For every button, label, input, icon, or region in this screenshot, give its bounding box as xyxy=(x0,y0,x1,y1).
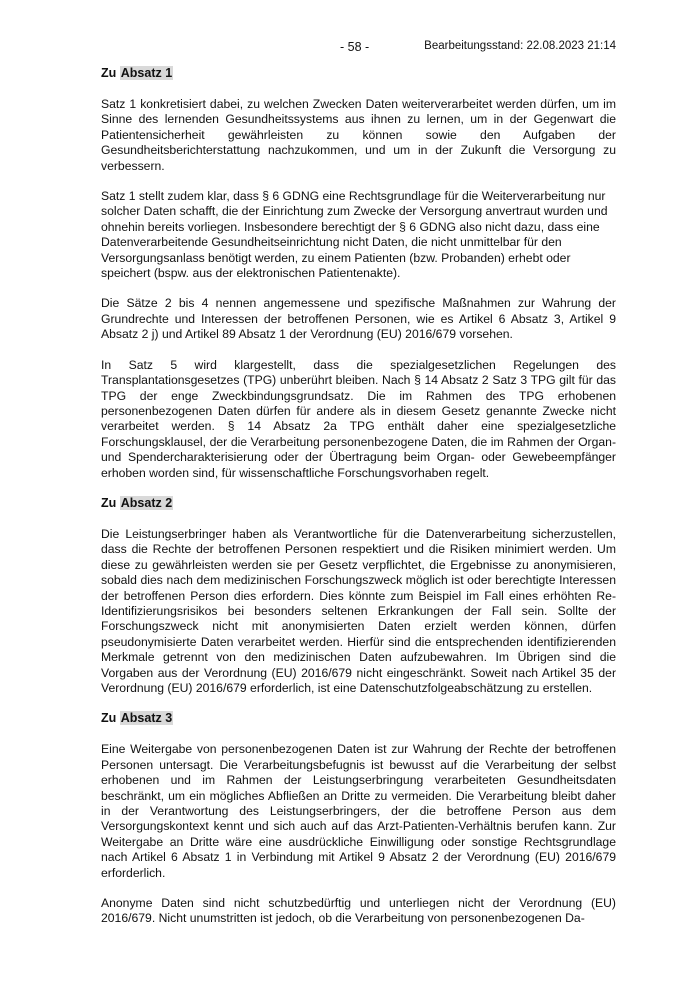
page-header xyxy=(0,40,700,58)
edit-status: Bearbeitungsstand: 22.08.2023 21:14 xyxy=(424,40,616,52)
heading-highlight: Absatz 2 xyxy=(120,495,173,510)
section-heading-absatz-1 xyxy=(101,66,616,81)
section-heading-absatz-2 xyxy=(101,496,616,511)
paragraph: Die Leistungserbringer haben als Verantwortliche für die Datenverarbeitung sicherzustellen, dass die Rechte der betroffenen Personen respektiert und die Risiken minimiert werden. Um diese zu gewährleisten werden sie per Gesetz verpflichtet, die Ergebnisse zu anonymisieren, sobald dies nach dem medizinischen Forschungszweck möglich ist oder berechtigte Interessen der betroffenen Person dies erfordern. Dies könnte zum Beispiel im Fall eines erhöhten Re-Identifizierungsrisikos bei besonders seltenen Erkrankungen der Fall sein. Sollte der Forschungszweck nicht mit anonymisierten Daten erzielt werden können, dürfen pseudonymisierte Daten verarbeitet werden. Hierfür sind die entsprechenden identifizierenden Merkmale getrennt von den medizinischen Daten aufzubewahren. Im Übrigen sind die Vorgaben aus der Verordnung (EU) 2016/679 nicht eingeschränkt. Soweit nach Artikel 35 der Verordnung (EU) 2016/679 erforderlich, ist eine Datenschutzfolgeabschätzung zu erstellen. xyxy=(101,526,616,695)
paragraph: In Satz 5 wird klargestellt, dass die spezialgesetzlichen Regelungen des Transplantationsgesetzes (TPG) unberührt bleiben. Nach § 14 Absatz 2 Satz 3 TPG gilt für das TPG der enge Zweckbindungsgrundsatz. Die im Rahmen des TPG erhobenen personenbezogenen Daten dürfen für andere als in diesem Gesetz genannte Zwecke nicht verarbeitet werden. § 14 Absatz 2a TPG enthält daher eine spezialgesetzliche Forschungsklausel, der die Verarbeitung personenbezogene Daten, die im Rahmen der Organ- und Spendercharakterisierung oder der Übertragung beim Organ- oder Gewebeempfänger erhoben worden sind, für wissenschaftliche Forschungsvorhaben regelt. xyxy=(101,357,616,480)
heading-prefix: Zu xyxy=(101,711,120,726)
page-number: - 58 - xyxy=(340,40,370,54)
heading-prefix: Zu xyxy=(101,66,120,80)
heading-prefix: Zu xyxy=(101,495,120,510)
paragraph: Anonyme Daten sind nicht schutzbedürftig und unterliegen nicht der Verordnung (EU) 2016/679. Nicht unumstritten ist jedoch, ob die Verarbeitung von personenbezogenen Da- xyxy=(101,896,616,926)
paragraph: Die Sätze 2 bis 4 nennen angemessene und spezifische Maßnahmen zur Wahrung der Grundrechte und Interessen der betroffenen Personen, wie es Artikel 6 Absatz 3, Artikel 9 Absatz 2 j) und Artikel 89 Absatz 1 der Verordnung (EU) 2016/679 vorsehen. xyxy=(101,296,616,342)
paragraph: Satz 1 konkretisiert dabei, zu welchen Zwecken Daten weiterverarbeitet werden dürfen, um im Sinne des lernenden Gesundheitssystems aus ihnen zu lernen, um in der Gegenwart die Patientensicherheit gewährleisten zu können sowie den Aufgaben der Gesundheitsberichterstattung nachzukommen, und um in der Zukunft die Versorgung zu verbessern. xyxy=(101,97,616,173)
paragraph: Satz 1 stellt zudem klar, dass § 6 GDNG eine Rechtsgrundlage für die Weiterverarbeitung nur solcher Daten schafft, die der Einrichtung zum Zwecke der Versorgung anvertraut wurden und ohnehin bereits vorliegen. Insbesondere berechtigt der § 6 GDNG also nicht dazu, dass eine Datenverarbeitende Gesundheitseinrichtung nicht Daten, die nicht unmittelbar für den Versorgungsanlass benötigt werden, zu einem Patienten (bzw. Probanden) erhebt oder speichert (bspw. aus der elektronischen Patientenakte). xyxy=(101,189,608,281)
paragraph: Eine Weitergabe von personenbezogenen Daten ist zur Wahrung der Rechte der betroffenen Personen untersagt. Die Verarbeitungsbefugnis ist bewusst auf die Verarbeitung der selbst erhobenen und im Rahmen der Leistungserbringung verarbeiteten Gesundheitsdaten beschränkt, um ein mögliches Abfließen an Dritte zu vermeiden. Die Verarbeitung bleibt daher in der Verantwortung des Leistungserbringers, der die betroffene Person aus dem Versorgungskontext kennt und sich auch auf das Arzt-Patienten-Verhältnis berufen kann. Zur Weitergabe an Dritte wäre eine ausdrückliche Einwilligung oder sonstige Rechtsgrundlage nach Artikel 6 Absatz 1 in Verbindung mit Artikel 9 Absatz 2 der Verordnung (EU) 2016/679 erforderlich. xyxy=(101,742,616,880)
heading-highlight: Absatz 1 xyxy=(120,66,173,80)
section-heading-absatz-3 xyxy=(101,711,616,726)
heading-highlight: Absatz 3 xyxy=(120,711,173,726)
document-body xyxy=(101,66,616,942)
